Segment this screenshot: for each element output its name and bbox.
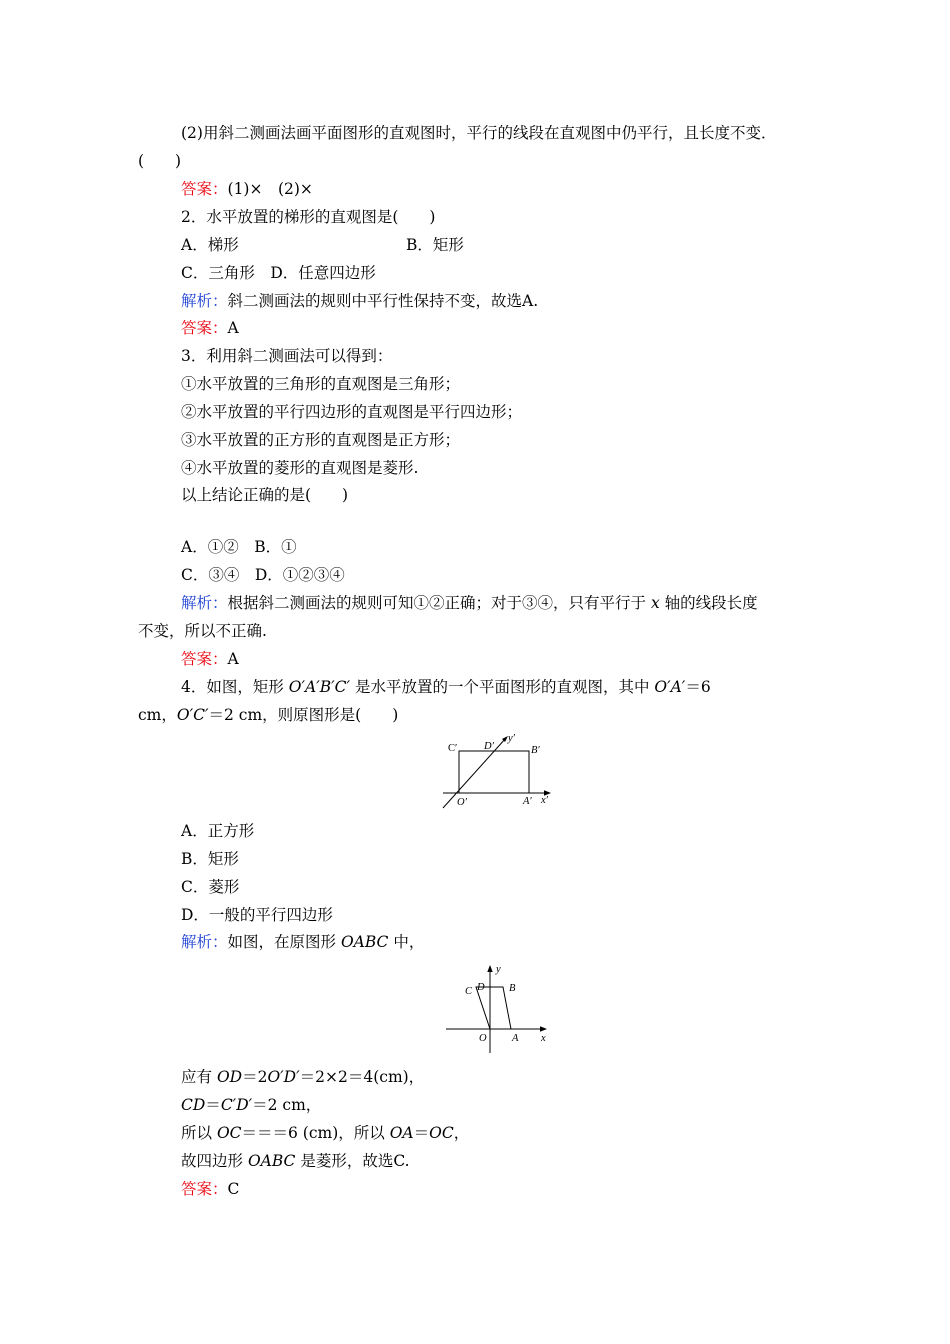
- figure-original-diagram: [443, 960, 558, 1056]
- q3-item-1: ①水平放置的三角形的直观图是三角形；: [181, 375, 461, 393]
- math-oc: OC: [429, 1124, 454, 1142]
- math-x: x: [650, 594, 660, 612]
- q3-options-ab: A．①② B．①: [181, 538, 297, 556]
- q3-item-4: ④水平放置的菱形的直观图是菱形.: [181, 459, 419, 477]
- step-text: ＝2 cm，: [252, 1096, 322, 1114]
- step-text: 是菱形，故选C.: [295, 1152, 410, 1170]
- math-cd-prime: C′D′: [220, 1096, 253, 1114]
- q4-option-c: C．菱形: [181, 878, 240, 896]
- step-text: ＝2: [242, 1068, 268, 1086]
- answer-text: A: [227, 319, 239, 337]
- step-text: ，: [453, 1124, 470, 1142]
- q3-item-2: ②水平放置的平行四边形的直观图是平行四边形；: [181, 403, 523, 421]
- step-text: 所以: [181, 1124, 217, 1142]
- q3-stem: 3．利用斜二测画法可以得到：: [181, 347, 393, 365]
- figure-intuitive-diagram: [438, 732, 558, 810]
- analysis-text: 如图，在原图形: [227, 933, 341, 951]
- q3-answer: [181, 649, 239, 669]
- analysis-text: 中，: [388, 933, 425, 951]
- stem-text: ＝6: [685, 678, 711, 696]
- answer-text: (1)× (2)×: [227, 180, 313, 198]
- math-oabc: OABC: [340, 933, 389, 951]
- answer-label: 答案：: [181, 180, 228, 198]
- math-oa: OA: [389, 1124, 414, 1142]
- q4-analysis: [181, 932, 424, 952]
- q3-analysis-line2: 不变，所以不正确.: [138, 622, 267, 640]
- analysis-text: 轴的线段长度: [659, 594, 758, 612]
- label-d-prime: D′: [484, 741, 494, 752]
- q4-step1: [181, 1067, 424, 1087]
- math-oabc: OABC: [247, 1152, 296, 1170]
- q3-item-3: ③水平放置的正方形的直观图是正方形；: [181, 431, 461, 449]
- label-a: A: [512, 1033, 519, 1044]
- y-arrowhead: [487, 965, 492, 972]
- q2-option-cd: C．三角形 D．任意四边形: [181, 264, 376, 282]
- q2-option-a: A．梯形: [181, 236, 239, 254]
- step-text: ＝: [413, 1124, 430, 1142]
- label-a-prime: A′: [523, 796, 532, 807]
- analysis-label: 解析：: [181, 594, 228, 612]
- label-d: D: [477, 982, 485, 993]
- step-text: ＝＝＝6 (cm)，所以: [241, 1124, 390, 1142]
- stem-text: 是水平放置的一个平面图形的直观图，其中: [350, 678, 655, 696]
- math-seg: O′C′: [176, 706, 209, 724]
- analysis-text: 斜二测画法的规则中平行性保持不变，故选A.: [227, 292, 539, 310]
- analysis-label: 解析：: [181, 292, 228, 310]
- label-b-prime: B′: [531, 745, 540, 756]
- x-arrowhead: [540, 1026, 547, 1031]
- label-y: y: [496, 964, 501, 975]
- q4-answer: [181, 1179, 239, 1199]
- label-c: C: [465, 986, 473, 997]
- answer-label: 答案：: [181, 1180, 228, 1198]
- q3-options-cd: C．③④ D．①②③④: [181, 566, 345, 584]
- step-text: 故四边形: [181, 1152, 248, 1170]
- stem-text: 4．如图，矩形: [181, 678, 289, 696]
- q2-stem: 2．水平放置的梯形的直观图是( ): [181, 208, 436, 226]
- q3-analysis-line1: [181, 593, 758, 613]
- q4-step3: [181, 1123, 469, 1143]
- math-od-prime: O′D′: [267, 1068, 300, 1086]
- analysis-text: 根据斜二测画法的规则可知①②正确；对于③④，只有平行于: [227, 594, 651, 612]
- q1-item2-blank: ( ): [138, 152, 182, 170]
- label-c-prime: C′: [448, 743, 458, 754]
- math-seg: O′A′: [654, 678, 686, 696]
- rhombus-oabc: [476, 987, 511, 1029]
- answer-text: A: [227, 650, 239, 668]
- step-text: 应有: [181, 1068, 217, 1086]
- q4-option-b: B．矩形: [181, 850, 239, 868]
- stem-text: ＝2 cm，则原图形是( ): [208, 706, 399, 724]
- q1-item2-line1: (2)用斜二测画法画平面图形的直观图时，平行的线段在直观图中仍平行，且长度不变．: [181, 124, 777, 142]
- q4-step2: [181, 1095, 321, 1115]
- q1-answer: [181, 179, 313, 199]
- q4-stem-line2: [138, 705, 398, 725]
- label-y-prime: y′: [508, 733, 515, 744]
- label-o: O: [479, 1033, 487, 1044]
- label-x-prime: x′: [541, 795, 548, 806]
- rectangle-oabc-prime: [459, 751, 529, 793]
- math-rect: O′A′B′C′: [288, 678, 351, 696]
- q4-stem-line1: [181, 677, 711, 697]
- answer-label: 答案：: [181, 650, 228, 668]
- q2-analysis: [181, 291, 538, 311]
- math-cd: CD: [181, 1096, 206, 1114]
- q3-question: 以上结论正确的是( ): [181, 486, 349, 504]
- answer-text: C: [227, 1180, 240, 1198]
- step-text: ＝2×2＝4(cm)，: [299, 1068, 425, 1086]
- analysis-label: 解析：: [181, 933, 228, 951]
- math-oc: OC: [216, 1124, 242, 1142]
- label-o-prime: O′: [457, 797, 467, 808]
- q4-option-a: A．正方形: [181, 822, 255, 840]
- step-text: ＝: [205, 1096, 221, 1114]
- q2-option-b: B．矩形: [406, 236, 464, 254]
- math-od: OD: [216, 1068, 243, 1086]
- q4-option-d: D．一般的平行四边形: [181, 906, 333, 924]
- q2-answer: [181, 318, 239, 338]
- answer-label: 答案：: [181, 319, 228, 337]
- stem-text: cm，: [138, 706, 177, 724]
- q4-step4: [181, 1151, 410, 1171]
- label-x: x: [541, 1033, 546, 1044]
- label-b: B: [509, 983, 516, 994]
